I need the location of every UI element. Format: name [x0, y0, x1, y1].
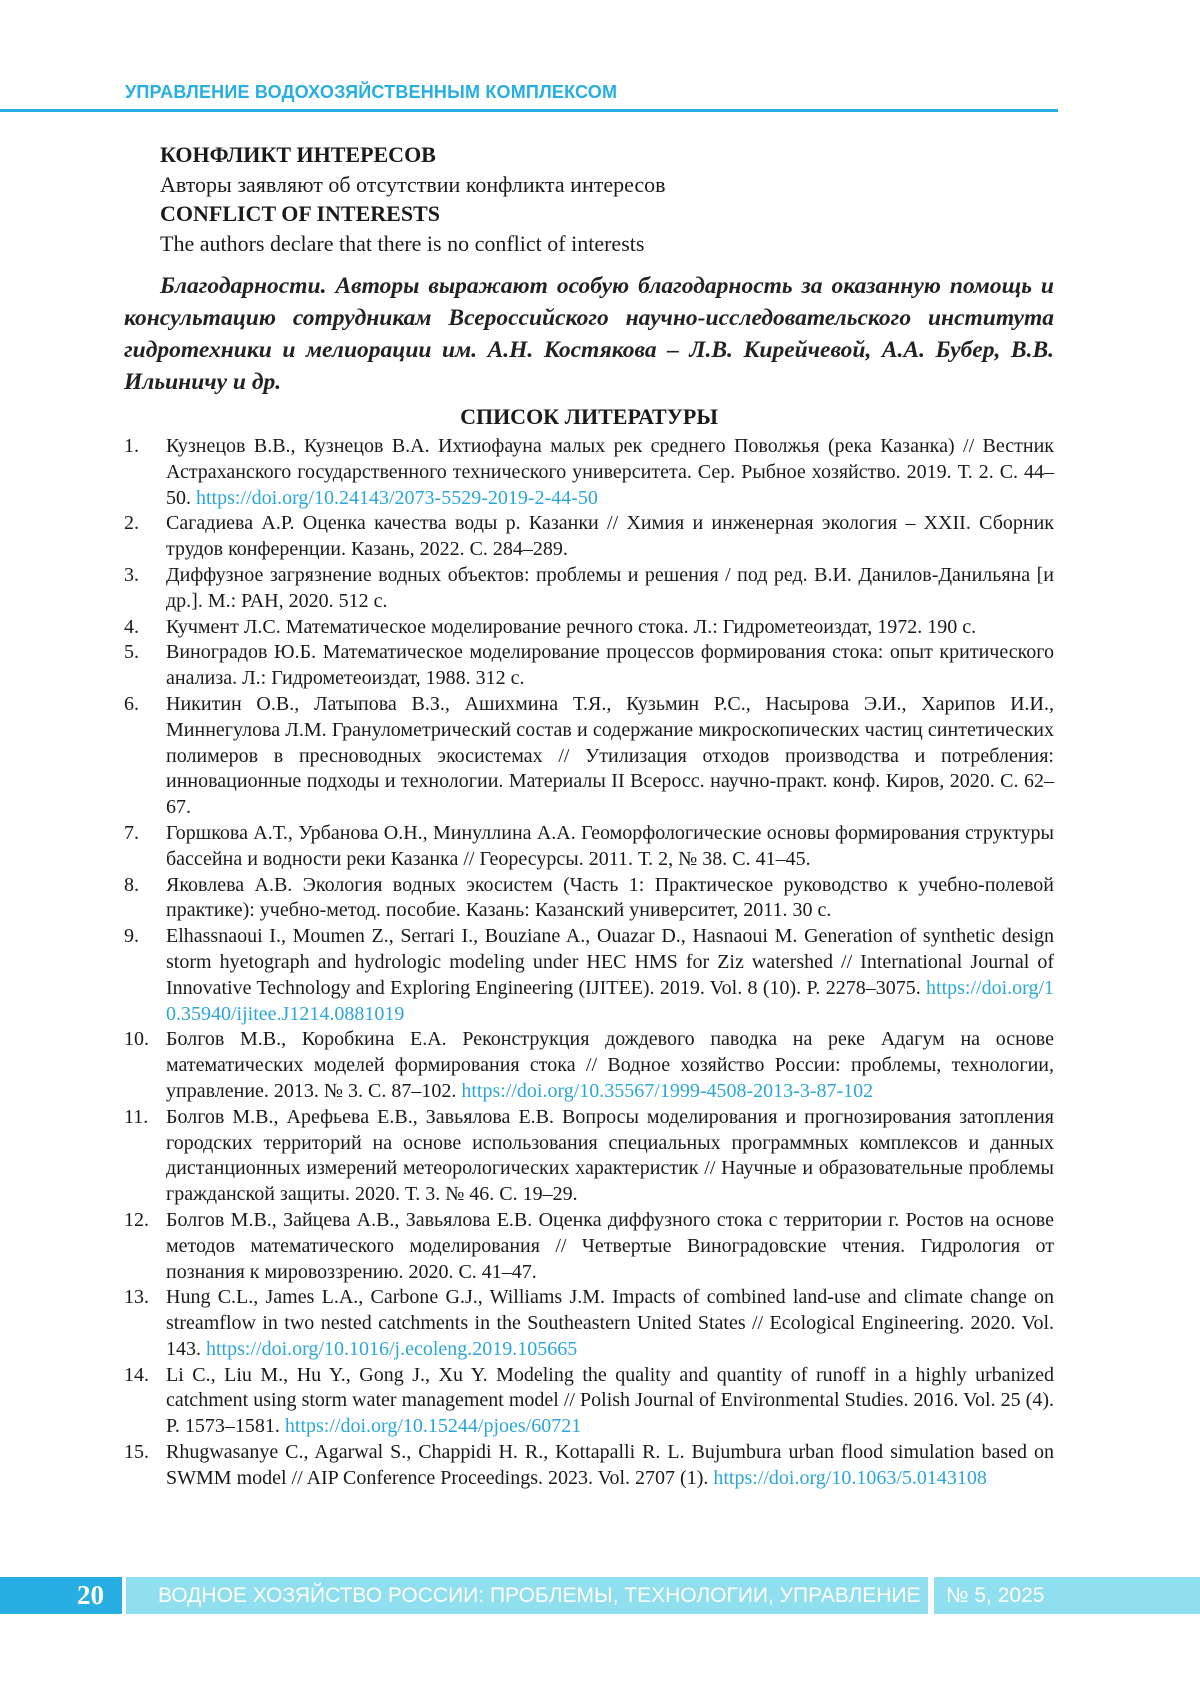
coi-heading-en: CONFLICT OF INTERESTS: [160, 201, 440, 226]
reference-body: [166, 1027, 1054, 1104]
reference-item: [124, 1363, 1054, 1440]
reference-item: [124, 640, 1054, 692]
reference-body: [166, 434, 1054, 511]
reference-number: 9.: [124, 925, 139, 948]
references-list: [124, 434, 1054, 1492]
reference-item: [124, 1027, 1054, 1104]
reference-text: Болгов М.В., Арефьева Е.В., Завьялова Е.В. Вопросы моделирования и прогнозирования затопления городских территорий на основе использования специальных программных комплексов и данных дистанционных измерений метеорологических характеристик // Научные и образовательные проблемы гражданской защиты. 2020. Т. 3. № 46. С. 19–29.: [166, 1105, 1054, 1206]
reference-number: 13.: [124, 1286, 149, 1309]
reference-item: [124, 1440, 1054, 1492]
acknowledgements-lead: Благодарности.: [160, 273, 327, 299]
footer-journal-title: ВОДНОЕ ХОЗЯЙСТВО РОССИИ: ПРОБЛЕМЫ, ТЕХНОЛОГИИ, УПРАВЛЕНИЕ: [126, 1577, 928, 1614]
reference-text: Rhugwasanye C., Agarwal S., Chappidi H. R., Kottapalli R. L. Bujumbura urban flood simulation based on SWMM model // AIP Conference Proceedings. 2023. Vol. 2707 (1).: [166, 1441, 1054, 1489]
reference-item: [124, 821, 1054, 873]
coi-text-en: The authors declare that there is no conflict of interests: [160, 230, 645, 256]
reference-doi-link[interactable]: https://doi.org/10.35567/1999-4508-2013-3-87-102: [461, 1079, 874, 1102]
reference-item: [124, 873, 1054, 925]
reference-text: Болгов М.В., Коробкина Е.А. Реконструкция дождевого паводка на реке Адагум на основе математических моделей формирования стока // Водное хозяйство России: проблемы, технологии, управление. 2013. № 3. С. 87–102.: [166, 1028, 1054, 1102]
reference-item: [124, 692, 1054, 821]
reference-body: [166, 615, 1054, 641]
reference-text: Диффузное загрязнение водных объектов: проблемы и решения / под ред. В.И. Данилов-Данильяна [и др.]. М.: РАН, 2020. 512 с.: [166, 563, 1054, 612]
reference-text: Hung C.L., James L.A., Carbone G.J., Williams J.M. Impacts of combined land-use and climate change on streamflow in two nested catchments in the Southeastern United States // Ecological Engineering. 2020. Vol. 143.: [166, 1286, 1054, 1360]
reference-text: Горшкова А.Т., Урбанова О.Н., Минуллина А.А. Геоморфологические основы формирования структуры бассейна и водности реки Казанка // Георесурсы. 2011. Т. 2, № 38. С. 41–45.: [166, 821, 1054, 870]
reference-item: [124, 1208, 1054, 1285]
reference-text: Кучмент Л.С. Математическое моделирование речного стока. Л.: Гидрометеоиздат, 1972. 190 с.: [166, 615, 977, 638]
reference-number: 8.: [124, 873, 139, 896]
acknowledgements: [124, 270, 1054, 398]
footer-issue: № 5, 2025: [934, 1577, 1200, 1614]
reference-text: Elhassnaoui I., Moumen Z., Serrari I., Bouziane A., Ouazar D., Hasnaoui M. Generation of synthetic design storm hyetograph and hydrologic modeling under HEC HMS for Ziz watershed // International Journal of Innovative Technology and Exploring Engineering (IJITEE). 2019. Vol. 8 (10). P. 2278–3075.: [166, 925, 1054, 999]
reference-body: [166, 821, 1054, 873]
reference-number: 14.: [124, 1363, 149, 1386]
reference-body: [166, 1440, 1054, 1492]
reference-number: 4.: [124, 615, 139, 638]
header-rule: [0, 109, 1058, 112]
reference-number: 11.: [124, 1105, 149, 1128]
running-head: УПРАВЛЕНИЕ ВОДОХОЗЯЙСТВЕННЫМ КОМПЛЕКСОМ: [125, 82, 618, 102]
reference-body: [166, 873, 1054, 925]
reference-number: 6.: [124, 692, 139, 715]
reference-body: [166, 692, 1054, 821]
reference-body: [166, 640, 1054, 692]
reference-text: Кузнецов В.В., Кузнецов В.А. Ихтиофауна малых рек среднего Поволжья (река Казанка) // Вестник Астраханского государственного технического университета. Сер. Рыбное хозяйство. 2019. Т. 2. С. 44–50.: [166, 435, 1054, 509]
reference-body: [166, 1208, 1054, 1285]
reference-number: 3.: [124, 563, 139, 586]
reference-number: 10.: [124, 1028, 149, 1051]
reference-body: [166, 563, 1054, 615]
reference-number: 1.: [124, 435, 139, 457]
reference-body: [166, 1285, 1054, 1362]
reference-body: [166, 511, 1054, 563]
coi-heading-ru: КОНФЛИКТ ИНТЕРЕСОВ: [160, 142, 436, 167]
reference-body: [166, 1105, 1054, 1208]
reference-text: Яковлева А.В. Экология водных экосистем (Часть 1: Практическое руководство к учебно-полевой практике): учебно-метод. пособие. Казань: Казанский университет, 2011. 30 с.: [166, 873, 1054, 922]
references-title: СПИСОК ЛИТЕРАТУРЫ: [460, 404, 718, 429]
conflict-of-interests: [124, 140, 1054, 258]
reference-text: Болгов М.В., Зайцева А.В., Завьялова Е.В. Оценка диффузного стока с территории г. Ростов на основе методов математического моделирования // Четвертые Виноградовские чтения. Гидрология от познания к мировоззрению. 2020. С. 41–47.: [166, 1208, 1054, 1283]
reference-doi-link[interactable]: https://doi.org/10.35940/ijitee.J1214.0881019: [166, 976, 1054, 1025]
reference-doi-link[interactable]: https://doi.org/10.1016/j.ecoleng.2019.105665: [206, 1337, 578, 1360]
reference-item: [124, 615, 1054, 641]
reference-item: [124, 1285, 1054, 1362]
reference-item: [124, 1105, 1054, 1208]
reference-number: 5.: [124, 641, 139, 664]
reference-item: [124, 563, 1054, 615]
reference-number: 12.: [124, 1208, 149, 1231]
footer-page-number: 20: [0, 1577, 122, 1614]
reference-number: 15.: [124, 1441, 149, 1464]
reference-item: [124, 511, 1054, 563]
reference-body: [166, 1363, 1054, 1440]
reference-item: [124, 924, 1054, 1027]
reference-body: [166, 924, 1054, 1027]
reference-number: 2.: [124, 512, 139, 535]
reference-text: Виноградов Ю.Б. Математическое моделирование процессов формирования стока: опыт критического анализа. Л.: Гидрометеоиздат, 1988. 312 с.: [166, 641, 1054, 690]
reference-number: 7.: [124, 821, 139, 844]
coi-text-ru: Авторы заявляют об отсутствии конфликта интересов: [160, 171, 666, 197]
reference-doi-link[interactable]: https://doi.org/10.1063/5.0143108: [713, 1466, 987, 1489]
reference-doi-link[interactable]: https://doi.org/10.24143/2073-5529-2019-2-44-50: [196, 486, 598, 509]
reference-text: Сагадиева А.Р. Оценка качества воды р. Казанки // Химия и инженерная экология – XXII. Сборник трудов конференции. Казань, 2022. С. 284–289.: [166, 512, 1054, 561]
reference-text: Никитин О.В., Латыпова В.З., Ашихмина Т.Я., Кузьмин Р.С., Насырова Э.И., Харипов И.И., Миннегулова Л.М. Гранулометрический состав и содержание микроскопических частиц синтетических полимеров в пресноводных экосистемах // Утилизация отходов производства и потребления: инновационные подходы и технологии. Материалы II Всеросс. научно-практ. конф. Киров, 2020. С. 62–67.: [166, 692, 1054, 819]
reference-item: [124, 434, 1054, 511]
reference-text: Li C., Liu M., Hu Y., Gong J., Xu Y. Modeling the quality and quantity of runoff in a highly urbanized catchment using storm water management model // Polish Journal of Environmental Studies. 2016. Vol. 25 (4). P. 1573–1581.: [166, 1363, 1054, 1438]
page-content: [124, 140, 1054, 1492]
acknowledgements-text: Авторы выражают особую благодарность за оказанную помощь и консультацию сотрудникам Всероссийского научно-исследовательского института гидротехники и мелиорации им. А.Н. Костякова – Л.В. Кирейчевой, А.А. Бубер, В.В. Ильиничу и др.: [124, 273, 1054, 395]
reference-doi-link[interactable]: https://doi.org/10.15244/pjoes/60721: [284, 1415, 582, 1438]
